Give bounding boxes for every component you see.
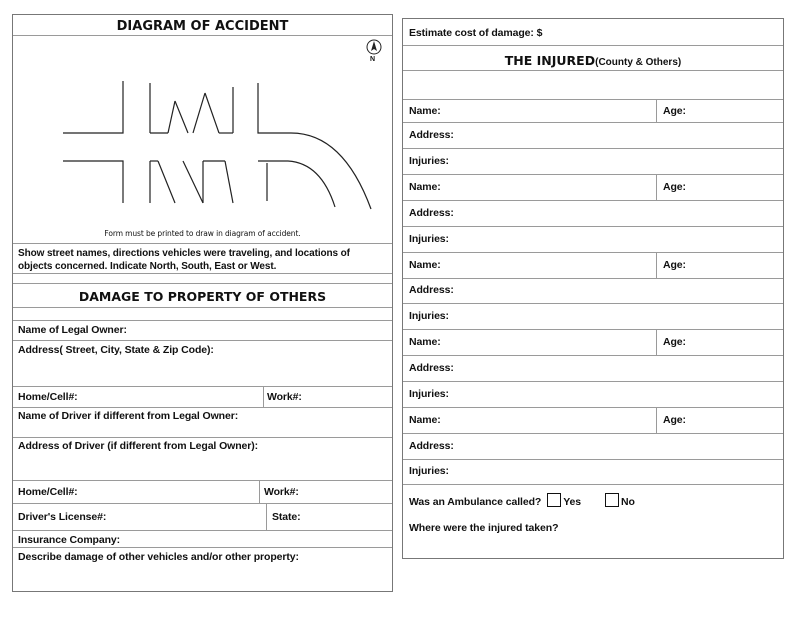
divider [403, 99, 783, 100]
injured-2-injuries-field[interactable] [453, 231, 780, 247]
insurance-field[interactable] [108, 532, 390, 546]
injured-5-name-label: Name: [409, 414, 441, 426]
divider [266, 503, 267, 530]
ambulance-yes-label: Yes [563, 496, 582, 508]
divider [403, 484, 783, 485]
driver-name-label: Name of Driver if different from Legal Owner: [18, 410, 239, 422]
injured-4-injuries-field[interactable] [453, 386, 780, 402]
divider [403, 70, 783, 71]
injured-1-name-label: Name: [409, 105, 441, 117]
divider [403, 45, 783, 46]
injured-4-age-field[interactable] [688, 334, 780, 350]
injured-3-age-label: Age: [663, 259, 686, 271]
injured-3-name-label: Name: [409, 259, 441, 271]
divider [403, 381, 783, 382]
divider [403, 355, 783, 356]
owner-home-cell-field[interactable] [83, 389, 258, 405]
driver-address-label: Address of Driver (if different from Legal Owner): [18, 440, 259, 452]
describe-damage-label: Describe damage of other vehicles and/or other property: [18, 551, 299, 563]
license-label: Driver's License#: [18, 511, 107, 523]
taken-question: Where were the injured taken? [409, 522, 559, 534]
injured-3-address-field[interactable] [453, 282, 780, 298]
divider [13, 273, 392, 274]
divider [403, 459, 783, 460]
owner-work-field[interactable] [303, 389, 391, 405]
injured-4-age-label: Age: [663, 336, 686, 348]
injured-3-address-label: Address: [409, 284, 454, 296]
divider [403, 278, 783, 279]
diagram-instructions: Show street names, directions vehicles were traveling, and locations of objects concerned. Indicate North, South, East or West. [18, 248, 350, 272]
home-cell-label: Home/Cell#: [18, 391, 78, 403]
ambulance-question [409, 493, 635, 508]
driver-work-field[interactable] [300, 484, 390, 500]
road-sketch[interactable] [53, 71, 373, 211]
ambulance-no-checkbox[interactable] [605, 493, 619, 507]
divider [13, 283, 392, 284]
divider [13, 320, 392, 321]
injured-2-name-label: Name: [409, 181, 441, 193]
compass-label: N [370, 56, 375, 63]
injured-1-injuries-label: Injuries: [409, 155, 449, 167]
injured-1-age-label: Age: [663, 105, 686, 117]
property-title: DAMAGE TO PROPERTY OF OTHERS [78, 289, 327, 304]
injured-2-age-field[interactable] [688, 179, 780, 195]
injured-2-injuries-label: Injuries: [409, 233, 449, 245]
injured-2-name-field[interactable] [443, 179, 651, 195]
injured-5-injuries-label: Injuries: [409, 465, 449, 477]
injured-4-address-field[interactable] [453, 360, 780, 376]
injured-3-name-field[interactable] [443, 257, 651, 273]
divider [403, 407, 783, 408]
state-field[interactable] [303, 509, 391, 525]
legal-owner-field[interactable] [113, 322, 391, 338]
injured-title [403, 50, 783, 69]
divider [13, 547, 392, 548]
divider [403, 303, 783, 304]
injured-1-injuries-field[interactable] [453, 153, 780, 169]
injured-1-address-label: Address: [409, 129, 454, 141]
divider [13, 35, 392, 36]
divider [656, 99, 657, 122]
divider [656, 407, 657, 433]
divider [13, 386, 392, 387]
home-cell-label: Home/Cell#: [18, 486, 78, 498]
license-field[interactable] [103, 509, 263, 525]
divider [13, 243, 392, 244]
work-label: Work#: [267, 391, 302, 403]
injured-title-main: THE INJURED [504, 53, 596, 68]
driver-home-cell-field[interactable] [83, 484, 253, 500]
injured-5-age-field[interactable] [688, 412, 780, 428]
divider [13, 530, 392, 531]
ambulance-no-label: No [621, 496, 635, 508]
divider [263, 386, 264, 407]
divider [403, 148, 783, 149]
driver-address-field[interactable] [18, 455, 388, 479]
injured-1-name-field[interactable] [443, 103, 651, 119]
divider [259, 480, 260, 503]
injured-4-injuries-label: Injuries: [409, 388, 449, 400]
work-label: Work#: [264, 486, 299, 498]
owner-address-field[interactable] [18, 357, 388, 385]
describe-damage-field[interactable] [18, 565, 388, 589]
injured-4-name-field[interactable] [443, 334, 651, 350]
injured-4-address-label: Address: [409, 362, 454, 374]
left-panel [12, 14, 393, 592]
injured-title-sub: (County & Others) [595, 57, 682, 68]
divider [13, 503, 392, 504]
injured-5-injuries-field[interactable] [453, 463, 780, 479]
legal-owner-label: Name of Legal Owner: [18, 324, 127, 336]
address-label: Address( Street, City, State & Zip Code): [18, 344, 214, 356]
diagram-title: DIAGRAM OF ACCIDENT [116, 19, 289, 34]
insurance-label: Insurance Company: [18, 534, 121, 546]
divider [403, 252, 783, 253]
injured-3-age-field[interactable] [688, 257, 780, 273]
divider [13, 340, 392, 341]
right-panel [402, 18, 784, 559]
divider [13, 307, 392, 308]
print-note: Form must be printed to draw in diagram of accident. [104, 229, 301, 238]
injured-2-address-field[interactable] [453, 205, 780, 221]
driver-name-field[interactable] [18, 422, 388, 436]
divider [403, 433, 783, 434]
injured-1-address-field[interactable] [453, 127, 780, 143]
injured-5-address-field[interactable] [453, 438, 780, 454]
injured-5-address-label: Address: [409, 440, 454, 452]
injured-1-age-field[interactable] [688, 103, 780, 119]
state-label: State: [272, 511, 301, 523]
divider [656, 329, 657, 355]
divider [403, 174, 783, 175]
divider [403, 329, 783, 330]
injured-3-injuries-label: Injuries: [409, 310, 449, 322]
taken-field[interactable] [409, 536, 779, 554]
divider [13, 437, 392, 438]
injured-5-age-label: Age: [663, 414, 686, 426]
divider [656, 252, 657, 278]
estimate-label: Estimate cost of damage: $ [409, 27, 543, 39]
injured-4-name-label: Name: [409, 336, 441, 348]
injured-5-name-field[interactable] [443, 412, 651, 428]
ambulance-question-text: Was an Ambulance called? [409, 496, 542, 508]
divider [403, 200, 783, 201]
divider [403, 226, 783, 227]
divider [403, 122, 783, 123]
divider [656, 174, 657, 200]
injured-2-age-label: Age: [663, 181, 686, 193]
divider [13, 407, 392, 408]
divider [13, 480, 392, 481]
injured-3-injuries-field[interactable] [453, 308, 780, 324]
estimate-field[interactable] [528, 25, 778, 41]
injured-2-address-label: Address: [409, 207, 454, 219]
ambulance-yes-checkbox[interactable] [547, 493, 561, 507]
